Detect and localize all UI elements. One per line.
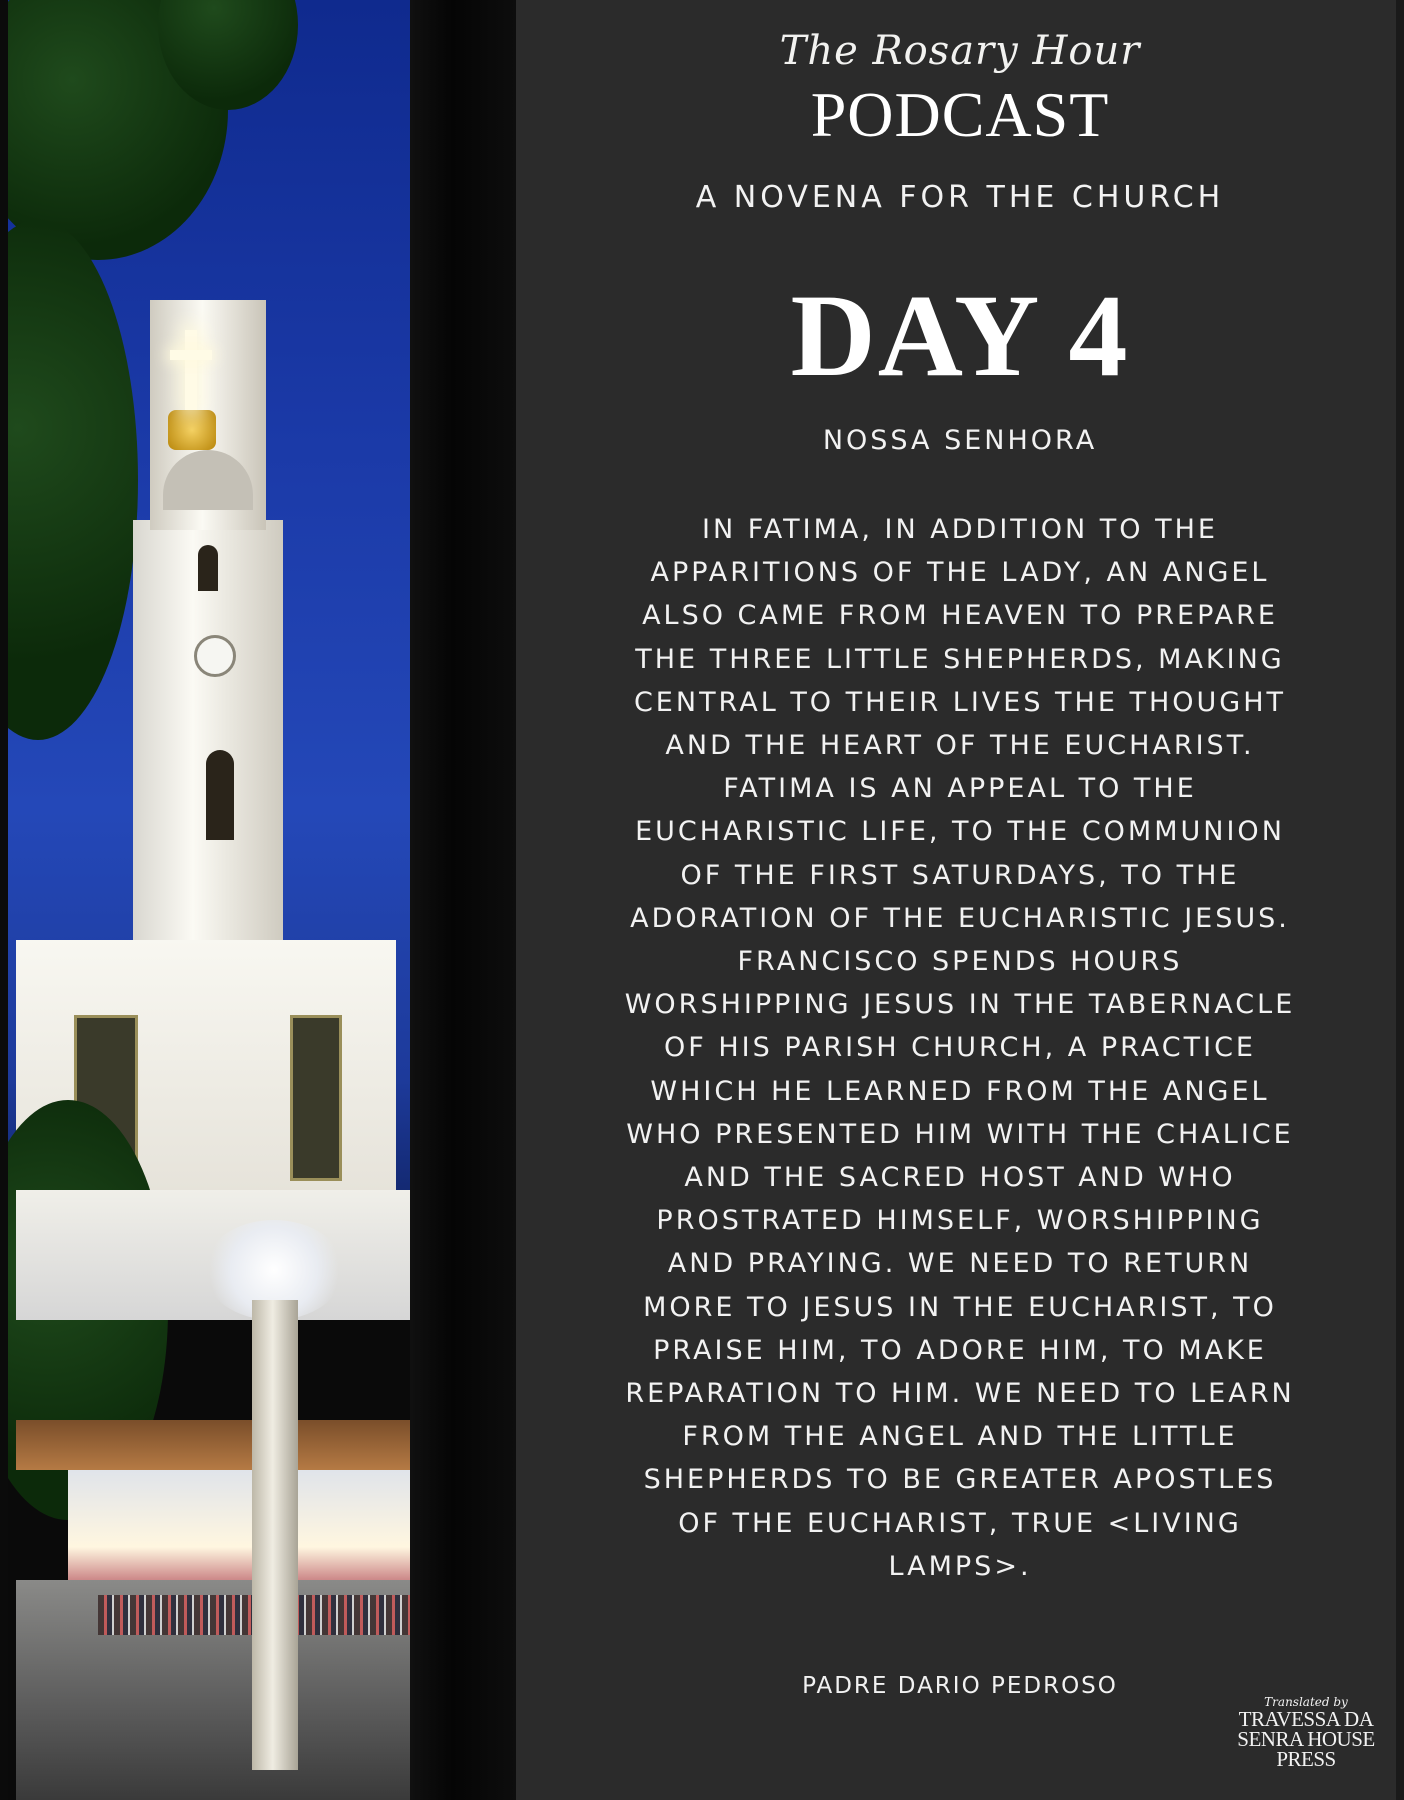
podcast-logo-script: The Rosary Hour xyxy=(779,28,1141,74)
basilica-photo xyxy=(0,0,516,1800)
day-heading: DAY 4 xyxy=(790,270,1130,401)
saint-banner-right xyxy=(290,1015,342,1181)
clock-face xyxy=(194,635,236,677)
photo-scene xyxy=(8,0,428,1800)
author-name: PADRE DARIO PEDROSO xyxy=(802,1673,1118,1699)
bell-opening-upper xyxy=(198,545,218,591)
podcast-logo-wordmark: PODCAST xyxy=(810,79,1110,150)
chapel-glass-wall xyxy=(68,1470,428,1580)
text-panel xyxy=(516,0,1404,1800)
cross-horizontal xyxy=(170,350,212,360)
chapel-roof xyxy=(16,1420,428,1470)
right-border xyxy=(1396,0,1404,1800)
publisher-tagline: Translated by xyxy=(1264,1695,1348,1709)
bell-opening-lower xyxy=(206,750,234,840)
lamp-post xyxy=(252,1300,298,1770)
saint-name: NOSSA SENHORA xyxy=(822,425,1098,456)
publisher-logo xyxy=(1216,1695,1396,1769)
publisher-name: TRAVESSA DA SENRA HOUSE PRESS xyxy=(1237,1707,1375,1771)
crown-ornament xyxy=(168,410,216,450)
photo-dark-edge xyxy=(410,0,516,1800)
cross-vertical xyxy=(185,330,197,410)
tree-left xyxy=(8,220,138,740)
reflection-text: IN FATIMA, IN ADDITION TO THE APPARITIONS OF THE LADY, AN ANGEL ALSO CAME FROM HEAVEN TO PREPARE THE THREE LITTLE SHEPHERDS, MAKING CENTRAL TO THEIR LIVES THE THOUGHT AND THE HEART OF THE EUCHARIST. FATIMA IS AN APPEAL TO THE EUCHARISTIC LIFE, TO THE COMMUNION OF THE FIRST SATURDAYS, TO THE ADORATION OF THE EUCHARISTIC JESUS. FRANCISCO SPENDS HOURS WORSHIPPING JESUS IN THE TABERNACLE OF HIS PARISH CHURCH, A PRACTICE WHICH HE LEARNED FROM THE ANGEL WHO PRESENTED HIM WITH THE CHALICE AND THE SACRED HOST AND WHO PROSTRATED HIMSELF, WORSHIPPING AND PRAYING. WE NEED TO RETURN MORE TO JESUS IN THE EUCHARIST, TO PRAISE HIM, TO ADORE HIM, TO MAKE REPARATION TO HIM. WE NEED TO LEARN FROM THE ANGEL AND THE LITTLE SHEPHERDS TO BE GREATER APOSTLES OF THE EUCHARIST, TRUE <LIVING LAMPS>. xyxy=(624,514,1296,1582)
novena-subtitle: A NOVENA FOR THE CHURCH xyxy=(695,180,1225,215)
